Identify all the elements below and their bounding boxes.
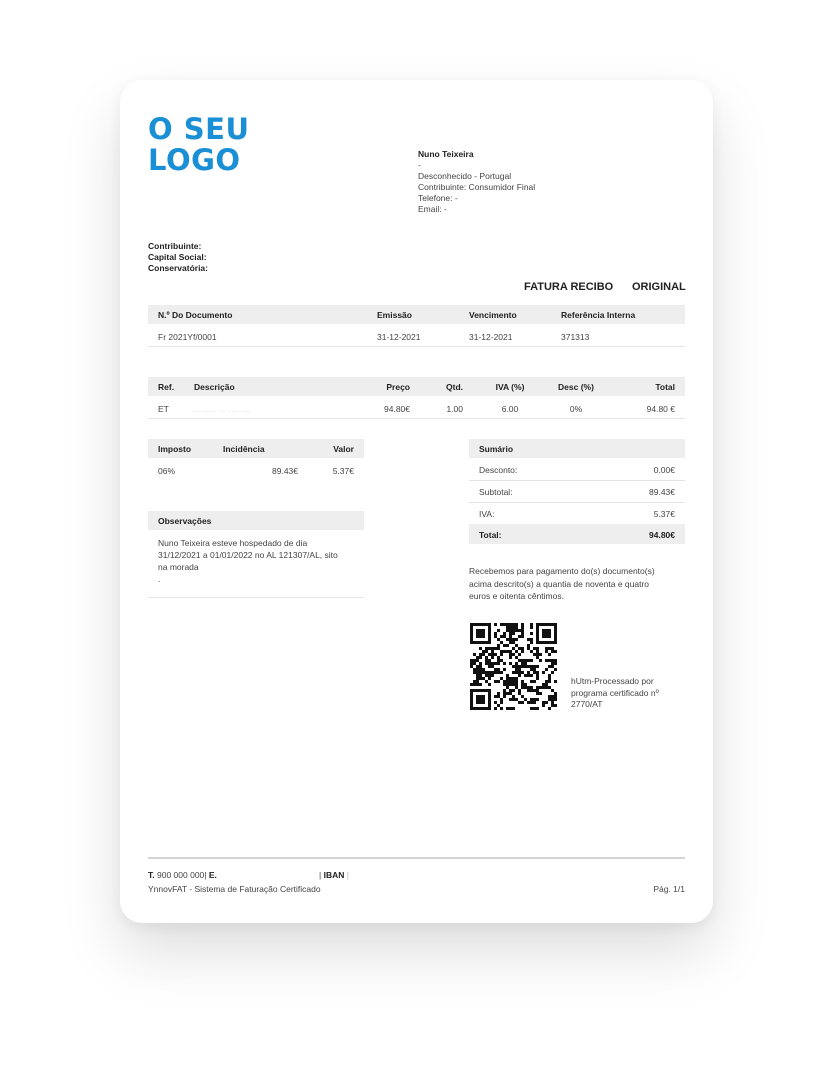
discount-value: 0.00€	[653, 465, 675, 475]
registry-label: Conservatória:	[148, 263, 208, 273]
row-divider	[469, 502, 685, 503]
payment-line-2: acima descrito(s) a quantia de noventa e quatro	[469, 578, 650, 589]
notes-divider	[148, 597, 364, 598]
item-total: 94.80 €	[646, 404, 675, 414]
payment-statement	[469, 565, 689, 603]
summary-title: Sumário	[479, 444, 514, 454]
header-issue-date: Emissão	[377, 310, 412, 320]
footer-separator: |	[346, 870, 349, 880]
payment-line-3: euros e oitenta cêntimos.	[469, 591, 564, 601]
header-description: Descrição	[194, 382, 235, 392]
iva-value: 5.37€	[653, 509, 675, 519]
certification-text	[571, 676, 691, 711]
client-email: Email: -	[418, 204, 447, 214]
due-date: 31-12-2021	[469, 332, 513, 342]
client-location: Desconhecido - Portugal	[418, 171, 512, 181]
tax-table	[148, 439, 364, 481]
payment-line-1: Recebemos para pagamento do(s) documento(s)	[469, 566, 655, 576]
footer-contacts	[148, 870, 217, 881]
header-total: Total	[655, 382, 675, 392]
notes-title: Observações	[158, 516, 212, 526]
item-discount: 0%	[569, 404, 583, 414]
notes-line-1: Nuno Teixeira esteve hospedado de dia	[158, 538, 308, 548]
row-divider	[469, 480, 685, 481]
tax-rate: 06%	[158, 466, 176, 476]
client-taxpayer: Contribuinte: Consumidor Final	[418, 182, 536, 192]
logo-line-1: O SEU	[148, 112, 250, 146]
document-type: FATURA RECIBO	[524, 281, 614, 293]
footer-email-label: E.	[208, 870, 217, 880]
header-discount: Desc (%)	[558, 382, 594, 392]
footer-phone: 900 000 000	[157, 870, 205, 880]
header-doc-number: N.º Do Documento	[158, 310, 233, 320]
footer-iban-label: IBAN	[323, 870, 345, 880]
row-divider	[148, 418, 685, 419]
certification-line-2: programa certificado nº	[571, 687, 659, 698]
taxpayer-label: Contribuinte:	[148, 241, 202, 251]
qr-code-icon	[470, 623, 557, 710]
subtotal-label: Subtotal:	[479, 487, 513, 497]
notes-line-3: na morada	[158, 562, 199, 572]
item-ref: ET	[158, 404, 169, 414]
company-logo	[148, 114, 250, 176]
total-value: 94.80€	[649, 530, 675, 540]
header-ref: Ref.	[158, 382, 175, 392]
footer-software: YnnovFAT - Sistema de Faturação Certificado	[148, 884, 321, 894]
certification-line-1: hUtm-Processado por	[571, 676, 654, 686]
invoice-page	[120, 80, 713, 923]
page-number: Pág. 1/1	[653, 884, 685, 894]
footer-separator: |	[204, 870, 207, 880]
document-copy: ORIGINAL	[632, 281, 686, 293]
iva-label: IVA:	[479, 509, 495, 519]
item-qty: 1.00	[446, 404, 463, 414]
subtotal-value: 89.43€	[649, 487, 675, 497]
internal-ref: 371313	[561, 332, 590, 342]
items-table	[148, 377, 685, 419]
total-label: Total:	[479, 530, 502, 540]
header-tax: Imposto	[158, 444, 192, 454]
client-dash: -	[418, 160, 421, 170]
header-price: Preço	[386, 382, 410, 392]
header-iva: IVA (%)	[495, 382, 525, 392]
client-phone: Telefone: -	[418, 193, 458, 203]
footer-iban	[319, 870, 349, 881]
notes-text	[158, 537, 338, 585]
header-incidence: Incidência	[223, 444, 265, 454]
notes-box	[148, 511, 364, 598]
logo-line-2: LOGO	[148, 143, 241, 177]
company-legal-info	[148, 241, 208, 274]
notes-line-4: .	[158, 574, 161, 584]
doc-number: Fr 2021Yf/0001	[158, 332, 217, 342]
footer-divider	[148, 857, 685, 859]
client-name: Nuno Teixeira	[418, 149, 474, 159]
row-divider	[148, 346, 685, 347]
footer-phone-label: T.	[148, 870, 155, 880]
summary-table	[469, 439, 685, 545]
capital-label: Capital Social:	[148, 252, 207, 262]
header-qty: Qtd.	[446, 382, 463, 392]
document-table	[148, 305, 685, 347]
item-iva: 6.00	[501, 404, 519, 414]
discount-label: Desconto:	[479, 465, 518, 475]
footer-separator: |	[319, 870, 322, 880]
header-value: Valor	[333, 444, 354, 454]
header-due-date: Vencimento	[469, 310, 517, 320]
notes-line-2: 31/12/2021 a 01/01/2022 no AL 121307/AL, sito	[158, 550, 338, 560]
tax-incidence: 89.43€	[272, 466, 298, 476]
client-info	[418, 149, 618, 215]
certification-line-3: 2770/AT	[571, 699, 603, 709]
issue-date: 31-12-2021	[377, 332, 421, 342]
tax-value: 5.37€	[332, 466, 354, 476]
item-description: ........ .. ........	[194, 404, 252, 414]
header-internal-ref: Referência Interna	[561, 310, 636, 320]
item-price: 94.80€	[384, 404, 410, 414]
